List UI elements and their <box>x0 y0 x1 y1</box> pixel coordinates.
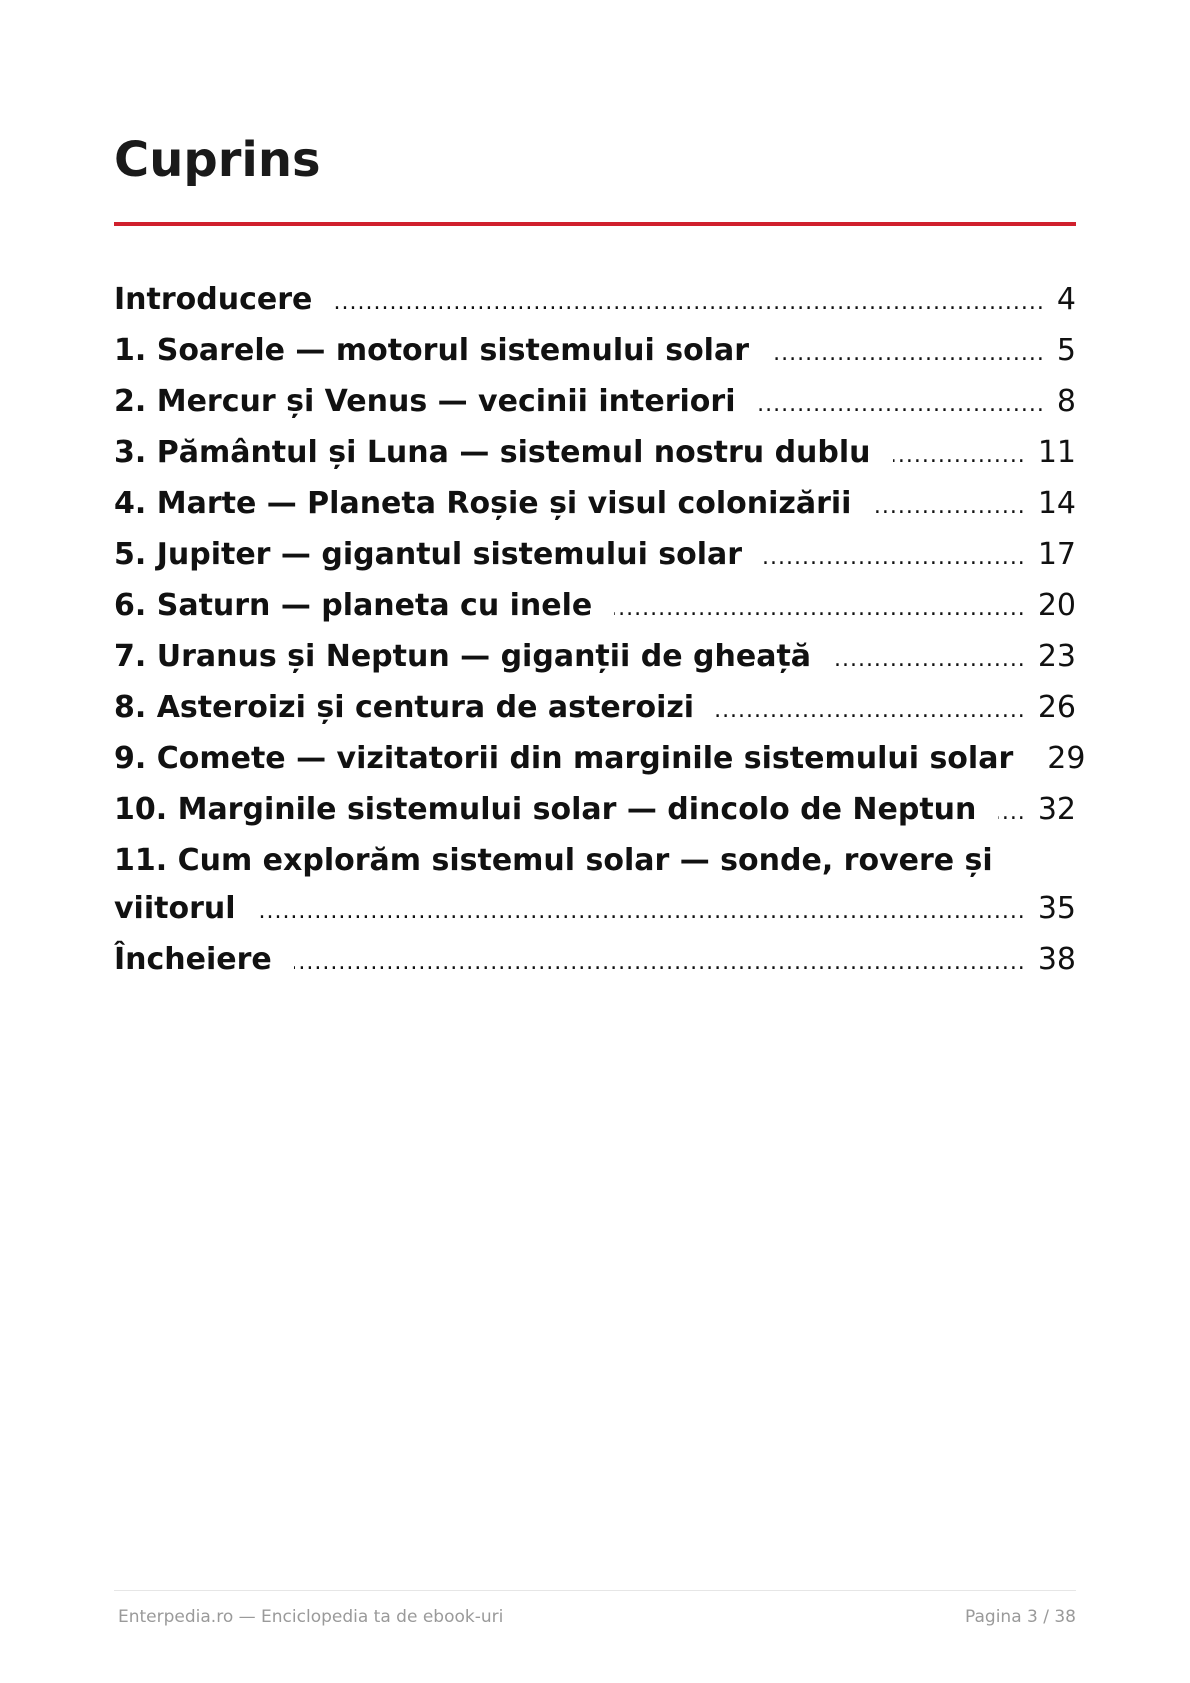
toc-dot-leader <box>258 888 1026 936</box>
toc-entry-page: 5 <box>1056 333 1076 368</box>
toc-dot-leader <box>998 789 1025 837</box>
toc-entry-title: 3. Pământul și Luna — sistemul nostru dublu <box>114 435 871 470</box>
toc-entry-title: 7. Uranus și Neptun — giganții de gheață <box>114 639 812 674</box>
toc-entry-chapter-9[interactable] <box>114 735 1086 786</box>
toc-entry-title: 8. Asteroizi și centura de asteroizi <box>114 690 695 725</box>
toc-entry-title: Introducere <box>114 282 313 317</box>
toc-entry-page: 23 <box>1037 639 1076 674</box>
toc-entry-title-line-2: viitorul <box>114 891 236 926</box>
toc-entry-page: 32 <box>1037 792 1076 827</box>
toc-dot-leader <box>614 585 1026 633</box>
toc-entry-title: 4. Marte — Planeta Roșie și visul colonizării <box>114 486 852 521</box>
toc-entry-chapter-2[interactable] <box>114 378 1076 429</box>
toc-entry-chapter-1[interactable] <box>114 327 1076 378</box>
toc-entry-introducere[interactable] <box>114 276 1076 327</box>
toc-entry-title: 9. Comete — vizitatorii din marginile sistemului solar <box>114 741 1014 776</box>
toc-dot-leader <box>893 432 1026 480</box>
toc-entry-page: 8 <box>1056 384 1076 419</box>
toc-entry-page: 17 <box>1037 537 1076 572</box>
toc-dot-leader <box>294 939 1026 987</box>
toc-entry-title: 2. Mercur și Venus — vecinii interiori <box>114 384 736 419</box>
toc-dot-leader <box>833 636 1026 684</box>
toc-entry-chapter-7[interactable] <box>114 633 1076 684</box>
toc-dot-leader <box>873 483 1025 531</box>
toc-entry-page: 11 <box>1037 435 1076 470</box>
toc-dot-leader <box>716 687 1026 735</box>
toc-entry-page: 14 <box>1037 486 1076 521</box>
footer-site-name: Enterpedia.ro — Enciclopedia ta de ebook-uri <box>118 1607 504 1627</box>
toc-dot-leader <box>334 279 1045 327</box>
toc-entry-title: 5. Jupiter — gigantul sistemului solar <box>114 537 743 572</box>
toc-entry-chapter-5[interactable] <box>114 531 1076 582</box>
toc-entry-title-line-1: 11. Cum explorăm sistemul solar — sonde, rovere și <box>114 843 993 878</box>
toc-entry-chapter-6[interactable] <box>114 582 1076 633</box>
toc-entry-incheiere[interactable] <box>114 936 1076 987</box>
toc-entry-page: 4 <box>1056 282 1076 317</box>
toc-entry-line-2 <box>114 885 1076 936</box>
toc-entry-chapter-3[interactable] <box>114 429 1076 480</box>
toc-entry-title: Încheiere <box>114 942 272 977</box>
toc-entry-chapter-10[interactable] <box>114 786 1076 837</box>
toc-entry-page: 20 <box>1037 588 1076 623</box>
toc-dot-leader <box>764 534 1026 582</box>
footer-divider <box>114 1590 1076 1591</box>
page-title: Cuprins <box>114 132 321 188</box>
toc-entry-page: 35 <box>1037 891 1076 926</box>
toc-entry-chapter-8[interactable] <box>114 684 1076 735</box>
toc-entry-page: 26 <box>1037 690 1076 725</box>
toc-entry-chapter-4[interactable] <box>114 480 1076 531</box>
footer-page-number: Pagina 3 / 38 <box>965 1607 1076 1627</box>
toc-dot-leader <box>771 330 1045 378</box>
title-divider <box>114 222 1076 226</box>
toc-entry-page: 29 <box>1047 741 1086 776</box>
toc-entry-title: 10. Marginile sistemului solar — dincolo de Neptun <box>114 792 977 827</box>
toc-entry-page: 38 <box>1037 942 1076 977</box>
toc-dot-leader <box>758 381 1045 429</box>
toc-entry-chapter-11[interactable] <box>114 837 1076 936</box>
table-of-contents <box>114 276 1086 987</box>
toc-entry-title: 1. Soarele — motorul sistemului solar <box>114 333 749 368</box>
toc-entry-title: 6. Saturn — planeta cu inele <box>114 588 593 623</box>
